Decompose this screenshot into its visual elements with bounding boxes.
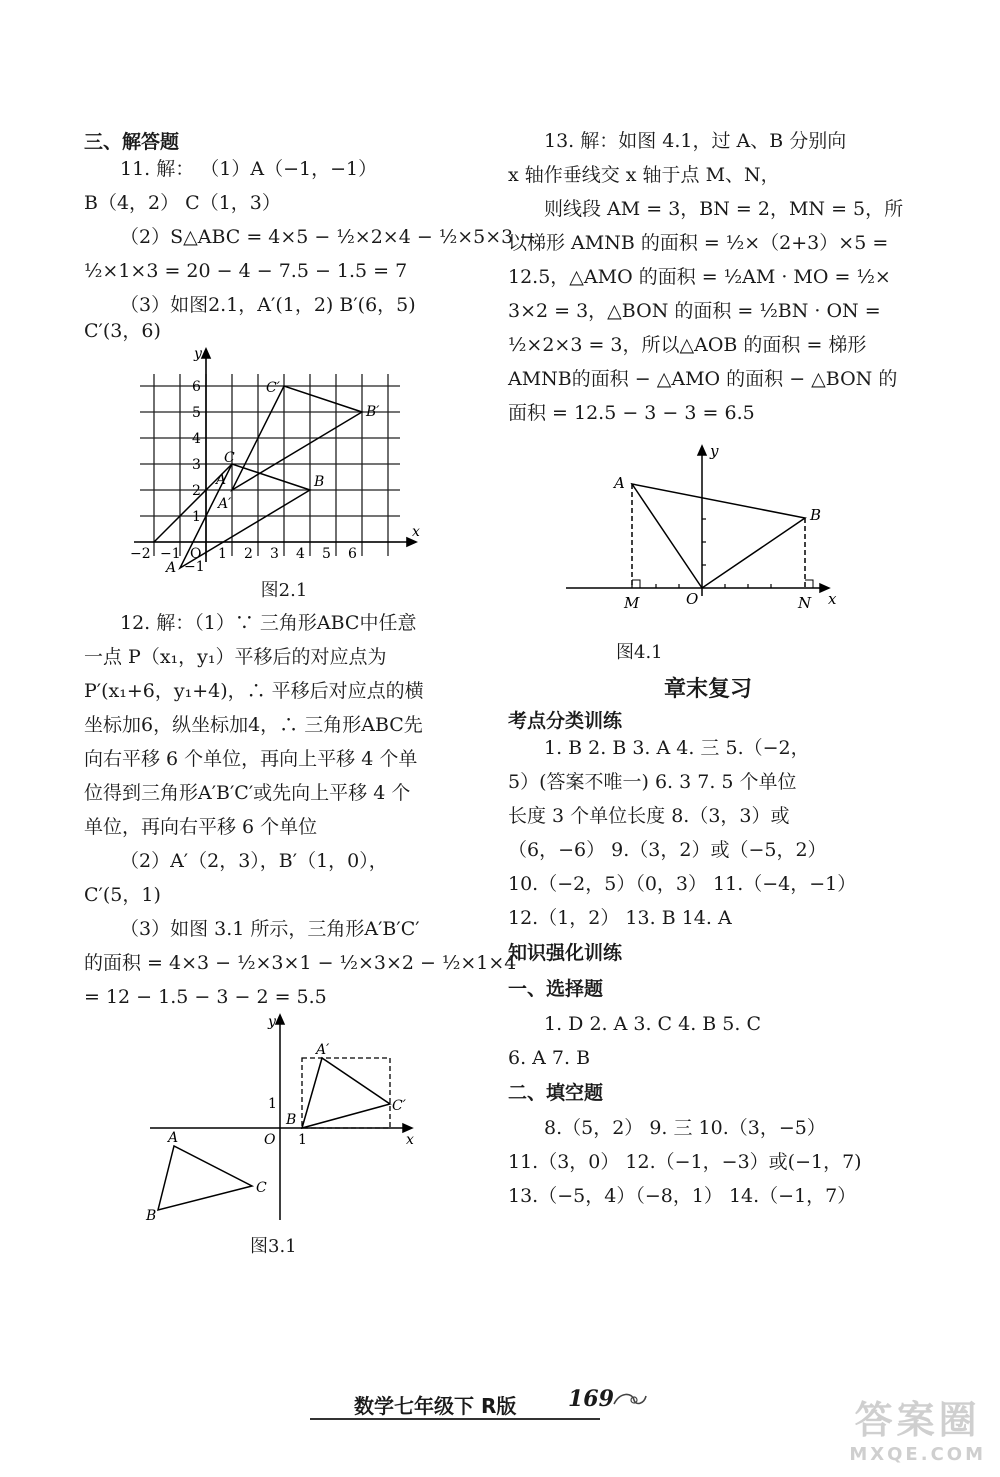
y-axis-label: y	[268, 1014, 276, 1030]
ornament-icon	[610, 1388, 650, 1412]
x-tick: 2	[244, 546, 253, 562]
q11-line: （3）如图2.1，A′(1，2) B′(6，5)	[120, 294, 416, 316]
y-tick: −1	[184, 559, 205, 574]
q13-line: 13. 解：如图 4.1，过 A、B 分别向	[544, 130, 847, 152]
x-tick: 3	[270, 546, 279, 562]
q12-line: 12. 解：（1）∵ 三角形ABC中任意	[120, 612, 417, 634]
origin-label: O	[190, 546, 202, 562]
y-tick: 5	[192, 405, 201, 421]
y-tick: 3	[192, 457, 201, 473]
point-label-b-prime: B′	[366, 404, 380, 420]
q11-line: C′(3，6)	[84, 320, 161, 342]
grid	[140, 374, 400, 556]
x-axis-label: x	[406, 1132, 414, 1148]
figure-2-1	[124, 344, 434, 574]
point-label-c-prime: C′	[266, 380, 280, 396]
answer-line: 5）(答案不唯一) 6. 3 7. 5 个单位	[508, 771, 797, 793]
question-12	[84, 610, 517, 1010]
x-axis-label: x	[828, 590, 837, 608]
answers-block-2	[508, 1011, 908, 1071]
q13-line: 则线段 AM = 3，BN = 2，MN = 5，所	[544, 198, 904, 220]
x-tick: −1	[160, 546, 181, 562]
point-label-a: A	[614, 474, 625, 492]
point-label-a-prime: A′	[218, 496, 232, 512]
footer-rule	[310, 1418, 600, 1420]
point-label-b: B	[314, 474, 325, 490]
q12-line: = 12 − 1.5 − 3 − 2 = 5.5	[84, 986, 327, 1008]
left-column	[84, 128, 536, 1266]
q12-line: 坐标加6，纵坐标加4，∴ 三角形ABC先	[84, 714, 423, 736]
point-label-n: N	[798, 594, 812, 612]
x-axis-label: x	[412, 524, 420, 540]
right-column	[508, 128, 908, 1209]
origin-label: O	[264, 1132, 276, 1148]
x-tick: 6	[348, 546, 357, 562]
y-axis-label: y	[710, 442, 719, 460]
figure-3-1-caption: 图3.1	[250, 1236, 297, 1257]
answer-line: （6，−6） 9.（3，2）或（−5，2）	[508, 839, 827, 861]
q12-line: 向右平移 6 个单位，再向上平移 4 个单	[84, 748, 418, 770]
q13-line: 以梯形 AMNB 的面积 = ½×（2+3）×5 =	[508, 232, 889, 254]
q13-line: 3×2 = 3，△BON 的面积 = ½BN · ON =	[508, 300, 881, 322]
q12-line: （3）如图 3.1 所示，三角形A′B′C′	[120, 918, 420, 940]
point-label-c: C	[224, 450, 235, 466]
answer-line: 1. B 2. B 3. A 4. 三 5.（−2，	[544, 737, 810, 759]
subsection-heading: 一、选择题	[508, 978, 604, 1000]
point-label-b-prime: B	[286, 1112, 297, 1128]
q12-line: 位得到三角形A′B′C′或先向上平移 4 个	[84, 782, 411, 804]
q13-line: 12.5，△AMO 的面积 = ½AM · MO = ½×	[508, 266, 891, 288]
watermark-url: MXQE.COM	[849, 1444, 986, 1465]
x-tick: −2	[130, 546, 151, 562]
answer-line: 6. A 7. B	[508, 1047, 591, 1069]
q11-line: 11. 解： （1）A（−1，−1）	[120, 158, 378, 180]
answers-block-1	[508, 735, 908, 931]
point-label-b: B	[146, 1208, 157, 1224]
chapter-title: 章末复习	[663, 677, 752, 702]
answer-line: 1. D 2. A 3. C 4. B 5. C	[544, 1013, 761, 1035]
q12-line: 一点 P（x₁，y₁）平移后的对应点为	[84, 646, 387, 668]
answer-line: 8.（5，2） 9. 三 10.（3，−5）	[544, 1117, 826, 1139]
point-label-a-origin: A	[166, 560, 177, 574]
q11-line: （2）S△ABC = 4×5 − ½×2×4 − ½×5×3 −	[120, 226, 536, 248]
axes	[150, 1015, 412, 1220]
y-tick: 2	[192, 483, 201, 499]
q13-line: 面积 = 12.5 − 3 − 3 = 6.5	[508, 402, 755, 424]
answer-line: 11.（3，0） 12.（−1，−3）或(−1，7)	[508, 1151, 862, 1173]
subsection-heading: 二、填空题	[508, 1082, 604, 1104]
question-13	[508, 128, 908, 426]
page-number: 169	[568, 1386, 614, 1412]
y-tick: 6	[192, 379, 201, 395]
y-tick: 4	[192, 431, 201, 447]
figure-4-1	[560, 436, 850, 636]
q12-line: P′(x₁+6，y₁+4)，∴ 平移后对应点的横	[84, 680, 424, 702]
q12-line: C′(5，1)	[84, 884, 161, 906]
figure-3-1	[140, 1010, 440, 1230]
page-footer	[310, 1384, 670, 1424]
point-label-c-prime: C′	[392, 1098, 406, 1114]
q13-line: AMNB的面积 − △AMO 的面积 − △BON 的	[508, 368, 898, 390]
question-11	[84, 156, 536, 344]
book-title: 数学七年级下 R版	[354, 1394, 517, 1418]
point-label-b: B	[810, 506, 822, 524]
q11-line: B（4，2） C（1，3）	[84, 192, 281, 214]
answer-line: 12.（1，2） 13. B 14. A	[508, 907, 732, 929]
answers-block-3	[508, 1115, 908, 1209]
figure-4-1-caption: 图4.1	[616, 642, 663, 663]
q12-line: （2）A′（2，3），B′（1，0），	[120, 850, 388, 872]
x-tick: 5	[322, 546, 331, 562]
axes	[566, 446, 829, 596]
y-axis-label: y	[194, 346, 202, 362]
point-label-a: A	[168, 1130, 179, 1146]
q12-line: 的面积 = 4×3 − ½×3×1 − ½×3×2 − ½×1×4	[84, 952, 517, 974]
y-tick: 1	[192, 509, 201, 525]
answer-line: 13.（−5，4）（−8，1） 14.（−1，7）	[508, 1185, 857, 1207]
x-tick: 4	[296, 546, 305, 562]
y-tick: 1	[268, 1096, 277, 1112]
q13-line: ½×2×3 = 3，所以△AOB 的面积 = 梯形	[508, 334, 867, 356]
q11-line: ½×1×3 = 20 − 4 − 7.5 − 1.5 = 7	[84, 260, 408, 282]
x-tick: 1	[218, 546, 227, 562]
section-title: 三、解答题	[84, 131, 180, 153]
answer-line: 10.（−2，5）（0，3） 11.（−4，−1）	[508, 873, 857, 895]
section-heading: 知识强化训练	[508, 942, 623, 964]
point-label-m: M	[624, 594, 640, 612]
section-heading: 考点分类训练	[508, 710, 623, 732]
x-tick: 1	[298, 1132, 307, 1148]
point-label-a-prime: A′	[316, 1042, 330, 1058]
point-label-c: C	[256, 1180, 267, 1196]
origin-label: O	[686, 590, 699, 608]
answer-line: 长度 3 个单位长度 8.（3，3）或	[508, 805, 790, 827]
q13-line: x 轴作垂线交 x 轴于点 M、N，	[508, 164, 780, 186]
watermark-text: 答案圈	[854, 1398, 981, 1442]
watermark-logo	[849, 1389, 986, 1465]
figure-2-1-caption: 图2.1	[260, 580, 308, 601]
q12-line: 单位，再向右平移 6 个单位	[84, 816, 318, 838]
point-label-a: A	[216, 472, 227, 488]
triangle-aob	[632, 484, 813, 588]
